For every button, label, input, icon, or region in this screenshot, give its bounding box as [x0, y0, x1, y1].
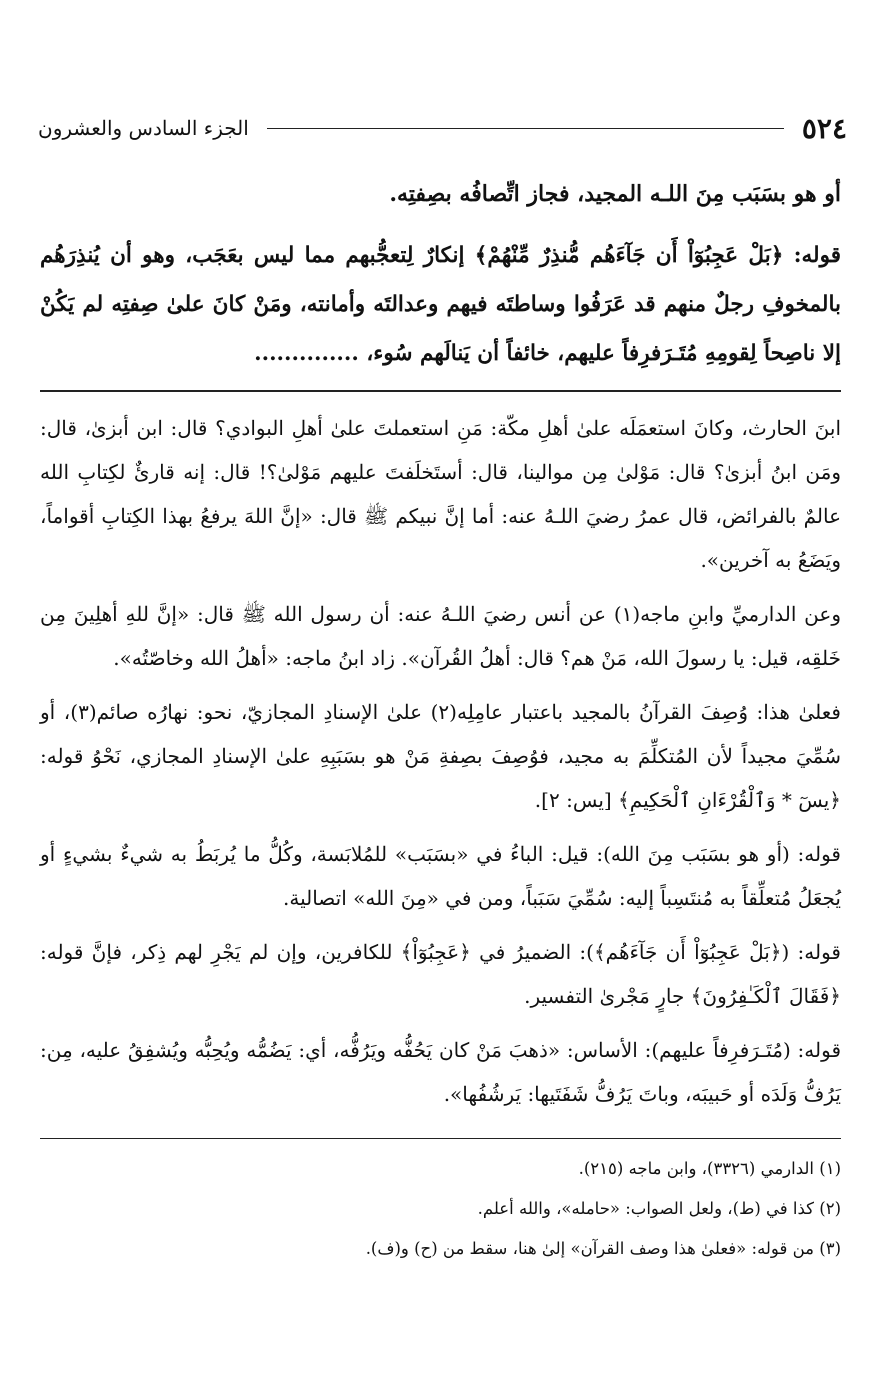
footnote: (١) الدارمي (٣٣٢٦)، وابن ماجه (٢١٥). [578, 1159, 841, 1178]
footnotes [40, 1149, 841, 1269]
commentary-paragraph: قوله: (﴿بَلْ عَجِبُوٓاْ أَن جَآءَهُم﴾): الضميرُ في ﴿عَجِبُوٓاْ﴾ للكافرين، وإن لم يَجْرِ لهم ذِكر، فإنَّ قوله: ﴿فَقَالَ ٱلْكَـٰفِرُونَ﴾ جارٍ مَجْرىٰ التفسير. [40, 940, 841, 1008]
footnote: (٢) كذا في (ط)، ولعل الصواب: «حامله»، والله أعلم. [477, 1199, 841, 1218]
commentary-text [40, 406, 841, 1116]
running-title: الجزء السادس والعشرون [38, 116, 249, 140]
commentary-paragraph: وعن الدارميِّ وابنِ ماجه(١) عن أنس رضيَ اللـهُ عنه: أن رسول الله ﷺ قال: «إنَّ للهِ أهلِينَ مِن خَلقِه، قيل: يا رسولَ الله، مَنْ هم؟ قال: أهلُ القُرآن». زاد ابنُ ماجه: «أهلُ الله وخاصّتُه». [40, 602, 841, 670]
commentary-paragraph: ابنَ الحارث، وكانَ استعمَلَه علىٰ أهلِ مكّة: مَنِ استعملتَ علىٰ أهلِ البوادي؟ قال: ابن أبزىٰ، قال: ومَن ابنُ أبزىٰ؟ قال: مَوْلىٰ مِن موالينا، قال: أستَخلَفتَ عليهم مَوْلىٰ؟! قال: إنه قارئٌ لكِتابِ الله عالمٌ بالفرائض، قال عمرُ رضيَ اللـهُ عنه: أما إنَّ نبيكم ﷺ قال: «إنَّ اللهَ يرفعُ بهذا الكِتابِ أقواماً، ويَضَعُ به آخرين». [40, 416, 841, 572]
commentary-paragraph: قوله: (مُتَـرَفرِفاً عليهم): الأساس: «ذهبَ مَنْ كان يَحُفُّه ويَرُفُّه، أي: يَضُمُّه ويُحِبُّه ويُشفِقُ عليه، مِن: يَرُفُّ وَلَدَه أو حَبيبَه، وباتَ يَرُفُّ شَفَتَيها: يَرشُفُها». [40, 1038, 841, 1106]
commentary-paragraph: قوله: (أو هو بسَبَب مِنَ الله): قيل: الباءُ في «بسَبَب» للمُلابَسة، وكُلُّ ما يُربَطُ به شيءٌ بشيءٍ أو يُجعَلُ مُتعلِّقاً به مُنتَسِباً إليه: سُمِّيَ سَبَباً، ومن في «مِنَ الله» اتصالية. [40, 842, 841, 910]
main-paragraph: أو هو بسَبَب مِنَ اللـه المجيد، فجاز اتِّصافُه بصِفتِه. [389, 181, 841, 207]
page-header [38, 108, 847, 148]
commentary-paragraph: فعلىٰ هذا: وُصِفَ القرآنُ بالمجيد باعتبار عامِلِه(٢) علىٰ الإسنادِ المجازيّ، نحو: نهارُه صائم(٣)، أو سُمِّيَ مجيداً لأن المُتكلِّمَ به مجيد، فوُصِفَ بصِفةِ مَنْ هو بسَبَبِهِ علىٰ الإسنادِ المجازي، نَحْوُ قوله: ﴿يسٓ * وَٱلْقُرْءَانِ ٱلْحَكِيمِ﴾ [يس: ٢]. [40, 700, 841, 812]
footnote-separator [40, 1138, 841, 1139]
page-number: ٥٢٤ [801, 111, 847, 145]
main-paragraph: قوله: ﴿بَلْ عَجِبُوٓاْ أَن جَآءَهُم مُّنذِرٌ مِّنْهُمْ﴾ إنكارٌ لِتعجُّبهم مما ليس بعَجَب، وهو أن يُنذِرَهُم بالمخوفِ رجلٌ منهم قد عَرَفُوا وساطتَه فيهم وعدالتَه وأمانته، ومَنْ كانَ علىٰ صِفتِه لم يَكُنْ إلا ناصِحاً لِقومِهِ مُتَـرَفرِفاً عليهم، خائفاً أن يَنالَهم سُوء، .............. [40, 243, 841, 366]
main-text [40, 170, 841, 378]
page-body [40, 170, 841, 1269]
footnote: (٣) من قوله: «فعلىٰ هذا وصف القرآن» إلىٰ هنا، سقط من (ح) و(ف). [365, 1239, 841, 1258]
section-separator [40, 390, 841, 392]
header-rule [267, 128, 784, 129]
